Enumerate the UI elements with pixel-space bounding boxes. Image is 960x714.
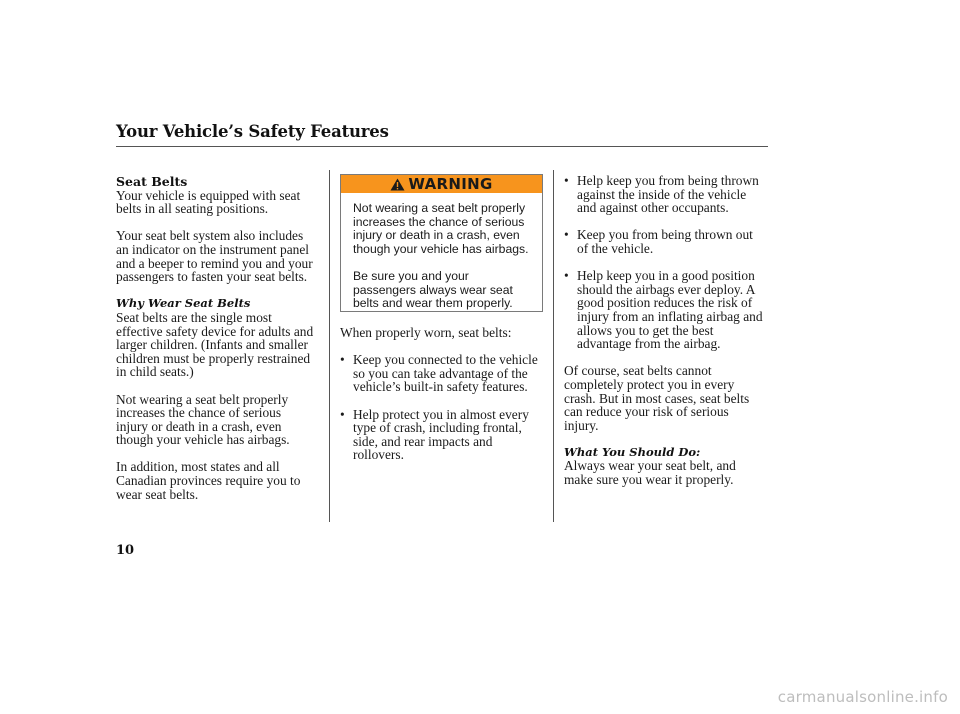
paragraph-states-require: In addition, most states and all Canadian provinces require you to wear seat belts. (116, 459, 301, 502)
paragraph-properly-worn: When properly worn, seat belts: (340, 325, 512, 340)
watermark: carmanualsonline.info (777, 688, 948, 706)
paragraph-not-wearing: Not wearing a seat belt properly increases the chance of serious injury or death in a crash, even though your vehicle has airbags. (116, 391, 290, 448)
list-item: • Help keep you from being thrown against the inside of the vehicle and against other occupants. (564, 173, 759, 216)
warning-triangle-icon (390, 178, 405, 191)
section-heading-seat-belts: Seat Belts (116, 174, 188, 189)
paragraph-equipped: Your vehicle is equipped with seat belts in all seating positions. (116, 187, 301, 217)
warning-text-2: Be sure you and your passengers always wear seat belts and wear them properly. (353, 268, 513, 311)
column-middle (340, 174, 545, 462)
seat-belt-benefits-list-continued (564, 174, 768, 351)
header-divider (116, 146, 768, 147)
warning-banner (341, 175, 542, 193)
paragraph-always-wear: Always wear your seat belt, and make sure you wear it properly. (564, 458, 736, 488)
bullet-icon: • (340, 406, 345, 422)
seat-belt-benefits-list (340, 353, 545, 462)
paragraph-single-most: Seat belts are the single most effective safety device for adults and larger children. (Infants and smaller children must be properly restrained in child seats.) (116, 309, 314, 380)
subheading-what-you-should-do: What You Should Do: (564, 444, 701, 459)
column-left (116, 175, 326, 501)
page-title: Your Vehicle’s Safety Features (116, 122, 389, 141)
warning-body (341, 193, 542, 311)
paragraph-of-course: Of course, seat belts cannot completely protect you in every crash. But in most cases, seat belts can reduce your risk of serious injury. (564, 363, 750, 433)
bullet-icon: • (564, 227, 569, 243)
list-item: • Help keep you in a good position should the airbags ever deploy. A good position reduces the risk of injury from an inflating airbag and allows you to get the best advantage from the airbag. (564, 268, 763, 352)
page-number: 10 (116, 543, 135, 558)
paragraph-indicator: Your seat belt system also includes an indicator on the instrument panel and a beeper to remind you and your passengers to fasten your seat belts. (116, 228, 313, 285)
column-divider-1 (329, 170, 330, 522)
list-item: • Keep you connected to the vehicle so you can take advantage of the vehicle’s built-in safety features. (340, 352, 538, 395)
list-item: • Help protect you in almost every type of crash, including frontal, side, and rear impacts and rollovers. (340, 406, 529, 463)
column-right (564, 174, 768, 487)
bullet-icon: • (340, 352, 345, 368)
bullet-icon: • (564, 173, 569, 188)
column-divider-2 (553, 170, 554, 522)
warning-box (340, 174, 543, 312)
list-item: • Keep you from being thrown out of the vehicle. (564, 227, 753, 256)
bullet-icon: • (564, 268, 569, 284)
warning-text-1: Not wearing a seat belt properly increases the chance of serious injury or death in a crash, even though your vehicle has airbags. (353, 201, 529, 256)
subheading-why-wear: Why Wear Seat Belts (116, 296, 251, 311)
warning-title: WARNING (408, 175, 493, 193)
